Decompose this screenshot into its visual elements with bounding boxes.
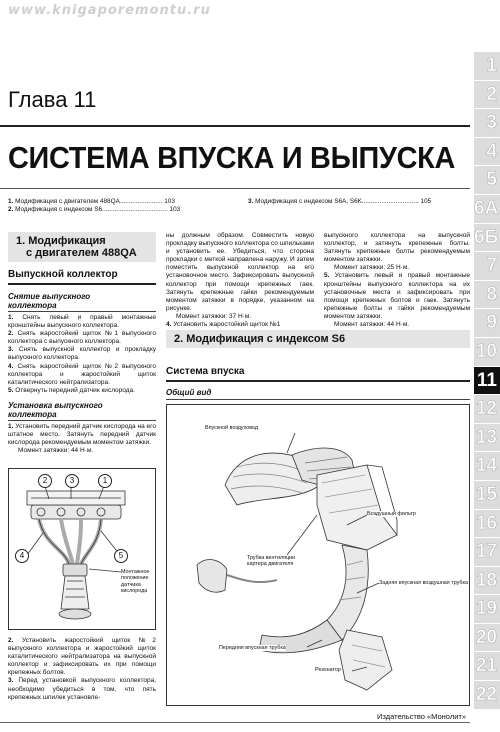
sensor-position-note: Монтажное положение датчика кислорода (121, 569, 155, 595)
title-rule-bottom (0, 188, 470, 189)
step-number: 2. (8, 637, 14, 644)
step-number: 4. (8, 362, 14, 370)
chapter-tab-19[interactable]: 19 (474, 595, 500, 624)
watermark: www.knigaporemontu.ru (8, 3, 211, 18)
label-line: Трубка вентиляции (247, 555, 296, 561)
install-title-rule (8, 420, 156, 421)
subheading-rule (166, 380, 470, 382)
label-line: картера двигателя (247, 561, 294, 568)
paragraph: ны должным образом. Совместить новую прокладку выпускного коллектора со шпильками и установить ее. Убедиться, что сторона прокладки с меткой направлена наружу. И затем поместить выпускной коллектор на его установочное место. Зафиксировать выпускной коллектор при помощи крепежных гаек. Затянуть крепежные гайки рекомендуемым моментом затяжки в порядке, указанном на рисунке. (166, 232, 314, 312)
chapter-tab-12[interactable]: 12 (474, 395, 500, 424)
chapter-tab-21[interactable]: 21 (474, 652, 500, 681)
removal-title (8, 292, 90, 310)
footer-rule (0, 722, 470, 723)
label-air-filter: Воздушный фильтр (367, 511, 416, 517)
chapter-title: СИСТЕМА ВПУСКА И ВЫПУСКА (8, 140, 456, 175)
chapter-tab-3[interactable]: 3 (474, 109, 500, 138)
step-text: Отвернуть передний датчик кислорода. (15, 386, 135, 394)
step-number: 5. (324, 272, 330, 280)
chapter-tab-10[interactable]: 10 (474, 338, 500, 367)
chapter-tab-4[interactable]: 4 (474, 138, 500, 167)
general-view-title: Общий вид (166, 388, 212, 397)
section-1-title-line1: Модификация (28, 235, 106, 247)
chapter-tab-11[interactable]: 11 (474, 367, 500, 396)
step-number: 5. (8, 386, 14, 394)
torque-value: Момент затяжки: 44 Н·м. (334, 321, 410, 329)
chapter-tab-17[interactable]: 17 (474, 538, 500, 567)
label-front-intake-tube: Передняя впускная трубка (219, 645, 286, 651)
toc-item-text: Модификация с индексом S6A, S6K................................ 105 (255, 198, 432, 205)
paragraph: выпускного коллектора на выпускной коллектор, и затянуть крепежные болты. Затянуть крепежные болты рекомендуемым моментом затяжки. (324, 232, 470, 264)
chapter-tab-9[interactable]: 9 (474, 309, 500, 338)
middle-column-text (166, 232, 314, 329)
step-text: Установить жаростойкий щиток №1 (173, 321, 281, 329)
removal-step (8, 346, 156, 362)
callout-2: 2 (38, 474, 52, 488)
install-steps-2-3 (8, 637, 156, 702)
chapter-tab-6Б[interactable]: 6Б (474, 224, 500, 253)
toc-item-number: 3. (248, 198, 254, 205)
step-text: Установить левый и правый монтажные кронштейны выпускного коллектора на их установочные места и зафиксировать при помощи крепежных болтов и гаек. Затянуть крепежные болты и гайки рекомендуемым моментом затяжки. (324, 272, 470, 320)
removal-step (8, 363, 156, 387)
label-intake-duct: Впускной воздуховод (205, 425, 259, 431)
section-1-subheading: Выпускной коллектор (8, 269, 118, 280)
general-view-rule (166, 399, 470, 400)
toc-item-text: Модификация с двигателем 488QA........................ 103 (15, 198, 175, 205)
section-1-title-line2: с двигателем 488QA (26, 247, 137, 259)
exhaust-manifold-figure (8, 468, 156, 630)
removal-title-line2: коллектора (8, 301, 57, 310)
removal-steps (8, 314, 156, 395)
toc-item-number: 2. (8, 206, 14, 213)
callout-1: 1 (98, 474, 112, 488)
install-title-line1: Установка выпускного (8, 401, 103, 410)
chapter-tab-14[interactable]: 14 (474, 452, 500, 481)
chapter-label: Глава 11 (8, 87, 97, 112)
torque-value: Момент затяжки: 37 Н·м. (176, 312, 252, 320)
step-number: 4. (166, 321, 172, 329)
step-number: 1. (8, 423, 14, 430)
section-2-heading (166, 330, 470, 348)
install-step-1 (8, 423, 156, 455)
exhaust-manifold-illustration (9, 469, 155, 629)
chapter-tab-20[interactable]: 20 (474, 624, 500, 653)
step-number: 2. (8, 330, 14, 338)
toc-item-text: Модификация с индексом S6..................................... 103 (15, 206, 181, 213)
label-rear-air-tube: Задняя впускная воздушная трубка (379, 580, 468, 586)
chapter-tab-16[interactable]: 16 (474, 510, 500, 539)
install-title-line2: коллектора (8, 410, 57, 419)
chapter-tab-22[interactable]: 22 (474, 681, 500, 710)
chapter-tab-15[interactable]: 15 (474, 481, 500, 510)
step-text: Установить жаростойкий щиток №2 выпускного коллектора и жаростойкий щиток каталитического нейтрализатора на выпускной коллектор и зафиксировать их при помощи крепежных болтов. (8, 637, 156, 677)
section-1-heading (8, 232, 156, 262)
step-text: Снять выпускной коллектор и прокладку выпускного коллектора. (8, 346, 156, 362)
step-text: Снять левый и правый монтажные кронштейны выпускного коллектора. (8, 314, 156, 330)
toc-item[interactable] (8, 206, 180, 214)
removal-step (8, 387, 156, 395)
torque-value: Момент затяжки: 44 Н·м. (18, 447, 94, 455)
removal-step (8, 314, 156, 330)
removal-step (8, 330, 156, 346)
step-text: Снять жаростойкий щиток №2 выпускного коллектора и жаростойкий щиток каталитического нейтрализатора. (8, 362, 156, 386)
chapter-thumb-index (474, 52, 500, 710)
intake-system-illustration (167, 405, 469, 705)
torque-value: Момент затяжки: 25 Н·м. (334, 264, 410, 272)
removal-title-line1: Снятие выпускного (8, 292, 91, 301)
chapter-tab-5[interactable]: 5 (474, 166, 500, 195)
chapter-tab-8[interactable]: 8 (474, 281, 500, 310)
section-2-subheading: Система впуска (166, 366, 245, 377)
callout-4: 4 (15, 549, 29, 563)
toc-item[interactable] (8, 198, 175, 206)
publisher: Издательство «Монолит» (377, 712, 466, 721)
step-text: Перед установкой выпускного коллектора, необходимо убедиться в том, что пять крепежных шпилек установле- (8, 677, 156, 701)
subheading-rule (8, 283, 156, 285)
chapter-tab-1[interactable]: 1 (474, 52, 500, 81)
step-number: 3. (8, 677, 14, 685)
step-text: Снять жаростойкий щиток №1 выпускного коллектора с выпускного коллектора. (8, 330, 156, 346)
step-number: 1. (8, 314, 14, 321)
chapter-tab-18[interactable]: 18 (474, 567, 500, 596)
step-number: 3. (8, 346, 14, 354)
callout-3: 3 (65, 474, 79, 488)
callout-5: 5 (114, 549, 128, 563)
section-1-number: 1. (16, 235, 26, 247)
chapter-tab-6A[interactable]: 6A (474, 195, 500, 224)
step-text: Установить передний датчик кислорода на его штатное место. Затянуть передний датчик кислорода рекомендуемым моментом затяжки. (8, 423, 156, 447)
section-2-title: 2. Модификация с индексом S6 (174, 333, 346, 345)
toc-item-number: 1. (8, 198, 14, 205)
label-resonator: Резонатор (315, 667, 341, 673)
label-crankcase-vent-tube (247, 555, 295, 568)
right-column-text (324, 232, 470, 329)
toc-item[interactable] (248, 198, 431, 206)
title-rule-top (0, 125, 470, 127)
chapter-tab-13[interactable]: 13 (474, 424, 500, 453)
removal-title-rule (8, 311, 156, 312)
chapter-tab-2[interactable]: 2 (474, 81, 500, 110)
intake-system-figure (166, 404, 470, 706)
install-title (8, 401, 103, 419)
chapter-tab-7[interactable]: 7 (474, 252, 500, 281)
